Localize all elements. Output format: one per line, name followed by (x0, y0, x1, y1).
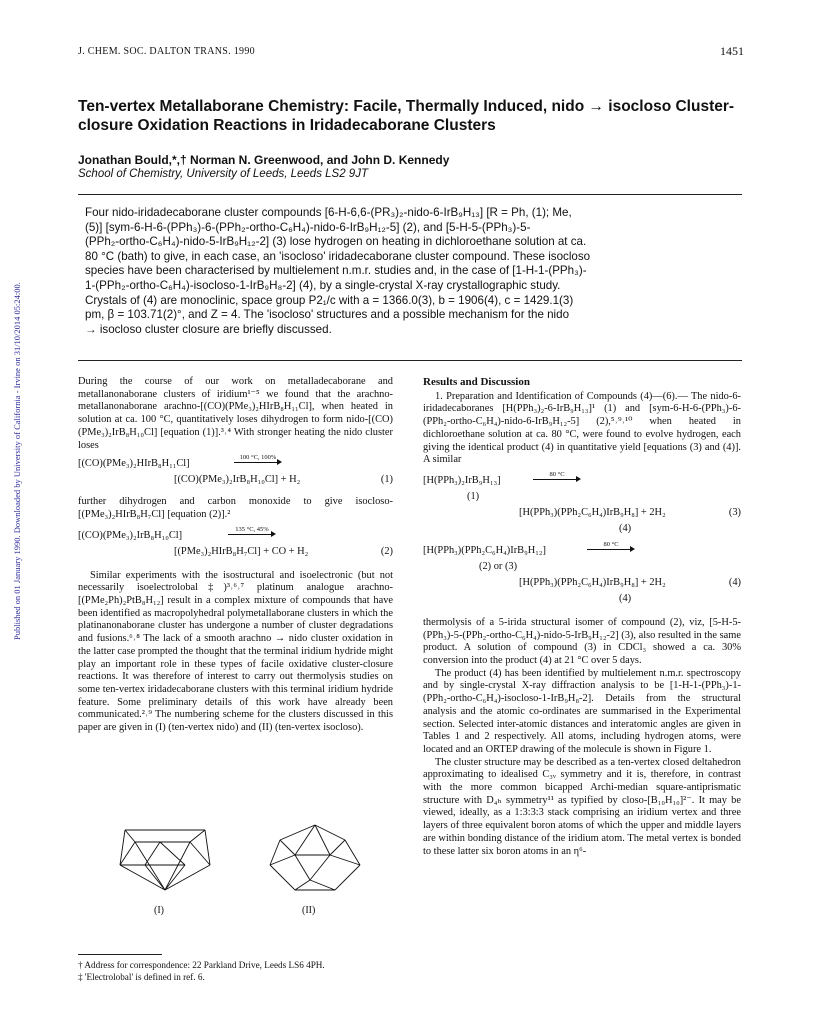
footnote: ‡ 'Electrolobal' is defined in ref. 6. (78, 971, 205, 982)
paragraph: further dihydrogen and carbon monoxide to give isocloso-[(PMe₃)₂HIrB₈H₇Cl] [equation (2)].² (78, 496, 393, 520)
rule-bottom (78, 360, 742, 361)
article-title: Ten-vertex Metallaborane Chemistry: Facile, Thermally Induced, nido → isocloso Cluster-closure Oxidation Reactions in Iridadecaborane Clusters (78, 98, 735, 134)
footnote: † Address for correspondence: 22 Parkland Drive, Leeds LS6 4PH. (78, 960, 325, 970)
equation-4-rhs: [H(PPh₃)(PPh₂C₆H₄)IrB₉H₈] + 2H₂ (4) (519, 576, 741, 588)
abstract-line: (5)] [sym-6-H-6-(PPh₃)-6-(PPh₂-ortho-C₆H₄)-nido-6-IrB₉H₁₂-5] (2), and [5-H-5-(PPh₃)-5- (85, 220, 531, 234)
abstract-line: species have been characterised by multielement n.m.r. studies and, in the case of [1-H-1-(PPh₃)- (85, 264, 587, 278)
reaction-arrow: 80 °C (587, 543, 635, 553)
isocloso-cluster-diagram (270, 825, 360, 890)
journal-name: J. CHEM. SOC. DALTON TRANS. 1990 (78, 46, 255, 57)
figure-label-II: (II) (302, 905, 316, 916)
right-column (423, 376, 741, 858)
equation-4-product: (4) (619, 592, 632, 604)
abstract-line: → isocloso cluster closure are briefly discussed. (85, 322, 332, 336)
footnote-rule (78, 954, 162, 955)
running-head (78, 44, 744, 60)
equation-3: [H(PPh₃)₂IrB₉H₁₃] 80 °C (423, 475, 741, 491)
abstract-line: pm, β = 103.71(2)°, and Z = 4. The 'isocloso' structures and a possible mechanism for the nido (85, 308, 570, 322)
paragraph: 1. Preparation and Identification of Compounds (4)—(6).— The nido-6-iridadecaboranes [H(PPh₃)₂-6-IrB₉H₁₃]¹ (1) and [sym-6-H-6-(PPh₃)-6-(PPh₂-ortho-C₆H₄)-nido-6-IrB₉H₁₂-5] (2),⁵˒⁹˒¹⁰ when heated in dichloroethane solution at ca. 80 °C, were found to evolve hydrogen, each giving the identical product (4) in quantitative yield [equations (3) and (4)]. A similar (423, 390, 741, 466)
article-authors: Jonathan Bould,*,† Norman N. Greenwood, and John D. Kennedy (78, 153, 450, 167)
equation-1: [(CO)(PMe₃)₂HIrB₈H₁₁Cl] 100 °C, 100% (78, 458, 393, 474)
reaction-arrow: 135 °C, 45% (228, 528, 276, 538)
paragraph: thermolysis of a 5-irida structural isomer of compound (2), viz, [5-H-5-(PPh₃)-5-(PPh₂-ortho-C₆H₄)-nido-5-IrB₉H₁₂-2] (3), also resulted in the same product. A solution of compound (3) in CDCl₃ showed a ca. 30% conversion into the product (4) at 21 °C over 5 days. (423, 616, 741, 667)
section-heading: Results and Discussion (423, 376, 530, 388)
equation-2: [(CO)(PMe₃)₂IrB₈H₁₀Cl] 135 °C, 45% (78, 530, 393, 546)
equation-3-sub: (1) (467, 490, 480, 502)
equation-2-rhs: [(PMe₃)₂HIrB₈H₇Cl] + CO + H₂ (2) (174, 545, 393, 557)
reaction-arrow: 100 °C, 100% (234, 456, 282, 466)
page-number: 1451 (720, 44, 744, 58)
abstract-line: (PPh₂-ortho-C₆H₄)-nido-5-IrB₉H₁₂-2] (3) lose hydrogen on heating in dichloroethane solution at ca. (85, 235, 587, 249)
equation-4: [H(PPh₃)(PPh₂C₆H₄)IrB₉H₁₂] 80 °C (423, 545, 741, 561)
cluster-diagram-svg (90, 820, 380, 920)
nido-cluster-diagram (120, 830, 210, 890)
paragraph: The product (4) has been identified by multielement n.m.r. spectroscopy and by single-crystal X-ray diffraction analysis to be [1-H-1-(PPh₃)-1-(PPh₂-ortho-C₆H₄)-isocloso-1-IrB₉H₈-2]. Details from the structural analysis and the atomic co-ordinates are summarised in the Experimental section. Selected inter-atomic distances and interatomic angles are given in Tables 1 and 2 respectively. All atoms, including hydrogen atoms, were located and an ORTEP drawing of the molecule is shown in Figure 1. (423, 667, 741, 755)
paragraph: During the course of our work on metalladecaborane and metallanonaborane clusters of iridium¹⁻⁵ we found that the arachno-metallanonaborane arachno-[(CO)(PMe₃)₂HIrB₈H₁₁Cl], when heated in solution at ca. 100 °C, quantitatively loses dihydrogen to form nido-[(CO)(PMe₃)₂IrB₈H₁₀Cl] [equation (1)].³˒⁴ With stronger heating the nido cluster loses (78, 376, 393, 451)
paragraph: Similar experiments with the isostructural and isoelectronic (but not necessarily isoelectrolobal‡)³˒⁶˒⁷ platinum analogue arachno-[(PMe₂Ph)₂PtB₈H₁₂] result in a complex mixture of compounds that have been identified as macropolyhedral polymetallaborane clusters in which the platinanonaborane cluster has undergone a number of cluster degradations and fusions.⁶˒⁸ The lack of a smooth arachno → nido cluster oxidation in the latter case prompted the thought that the terminal iridium hydride might play an important role in these types of facile oxidative cluster-closure reactions. It was therefore of interest to carry out thermolysis studies on some ten-vertex iridadecaborane clusters with this terminal iridium hydride feature. Some preliminary details of this work have already been communicated.²˒⁹ The numbering scheme for the clusters discussed in this paper are given in (I) (ten-vertex nido) and (II) (ten-vertex isocloso). (78, 569, 393, 734)
paragraph: The cluster structure may be described as a ten-vertex closed deltahedron approximating to idealised C₃ᵥ symmetry and it is, therefore, in contrast with the more common bicapped Archi-median square-antiprismatic structure with D₄ₕ symmetry¹¹ as typified by closo-[B₁₀H₁₀]²⁻. It may be viewed, ideally, as a 1:3:3:3 stack comprising an iridium vertex and three layers of three equivalent boron atoms of which the upper and middle layers are within bonding distance of the iridium atom. The metal vertex is bonded to these latter six boron atoms in an η⁶- (423, 756, 741, 857)
equation-1-rhs: [(CO)(PMe₃)₂IrB₈H₁₀Cl] + H₂ (1) (174, 474, 393, 486)
footnotes (78, 954, 388, 983)
article-affiliation: School of Chemistry, University of Leeds, Leeds LS2 9JT (78, 168, 368, 180)
abstract (85, 206, 735, 337)
abstract-line: 80 °C (bath) to give, in each case, an 'isocloso' iridadecaborane cluster compound. These isocloso (85, 249, 591, 263)
cluster-diagrams (90, 820, 380, 920)
abstract-line: 1-(PPh₂-ortho-C₆H₄)-isocloso-1-IrB₉H₈-2] (4), by a single-crystal X-ray crystallographic study. (85, 278, 561, 292)
equation-4-sub: (2) or (3) (479, 560, 518, 572)
abstract-line: Crystals of (4) are monoclinic, space group P2₁/c with a = 1366.0(3), b = 1906(4), c = 1429.1(3) (85, 293, 574, 307)
equation-3-product: (4) (619, 522, 632, 534)
reaction-arrow: 80 °C (533, 473, 581, 483)
rule-top (78, 194, 742, 195)
left-column (78, 376, 393, 735)
equation-3-rhs: [H(PPh₃)(PPh₂C₆H₄)IrB₉H₈] + 2H₂ (3) (519, 506, 741, 518)
sidebar-publication-note: Published on 01 January 1990. Downloaded by University of California - Irvine on 31/10/2014 05:24:00. (12, 282, 22, 640)
abstract-line: Four nido-iridadecaborane cluster compounds [6-H-6,6-(PR₃)₂-nido-6-IrB₉H₁₃] [R = Ph, (1); Me, (85, 206, 572, 219)
figure-label-I: (I) (154, 905, 164, 916)
